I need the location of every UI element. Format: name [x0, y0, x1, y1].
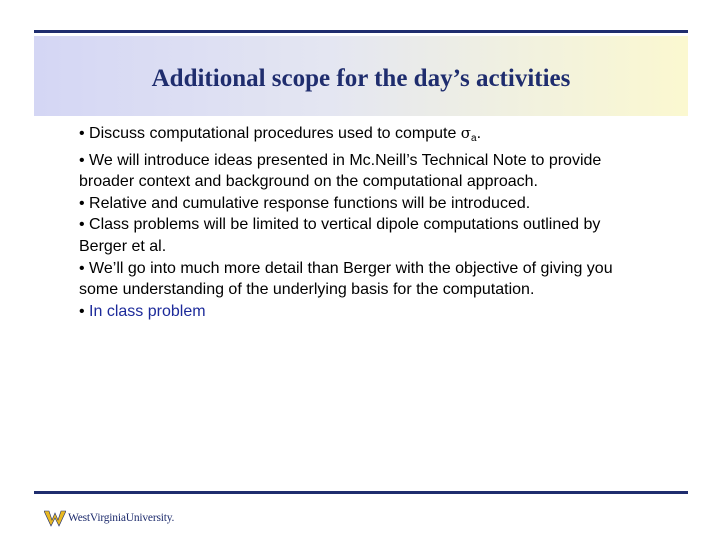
- slide-title: Additional scope for the day’s activities: [151, 65, 571, 92]
- bullet-item-1: [79, 123, 639, 150]
- bullet-item-5: • We’ll go into much more detail than Berger with the objective of giving you some understanding of the underlying basis for the computation.: [79, 259, 613, 299]
- wvu-flying-wv-icon: [44, 509, 66, 527]
- bullet-6-marker: •: [79, 302, 90, 320]
- wvu-logo: [44, 507, 174, 529]
- bullet-item-4: • Class problems will be limited to vertical dipole computations outlined by Berger et al.: [79, 216, 601, 255]
- sigma-subscript: a: [471, 133, 477, 144]
- bullet-1-prefix: • Discuss computational procedures used to compute: [79, 125, 461, 142]
- bullet-item-3: • Relative and cumulative response functions will be introduced.: [79, 194, 531, 212]
- bullet-list: [79, 123, 639, 322]
- bottom-rule: [34, 491, 688, 494]
- in-class-problem-link[interactable]: In class problem: [89, 302, 206, 320]
- top-rule: [34, 30, 688, 33]
- bullet-item-2: • We will introduce ideas presented in Mc.Neill’s Technical Note to provide broader context and background on the computational approach.: [79, 151, 602, 191]
- wvu-logo-text: WestVirginiaUniversity.: [68, 512, 175, 524]
- bullet-item-6: [79, 301, 639, 323]
- sigma-symbol: σ: [460, 124, 472, 142]
- bullet-1-suffix: .: [476, 125, 482, 142]
